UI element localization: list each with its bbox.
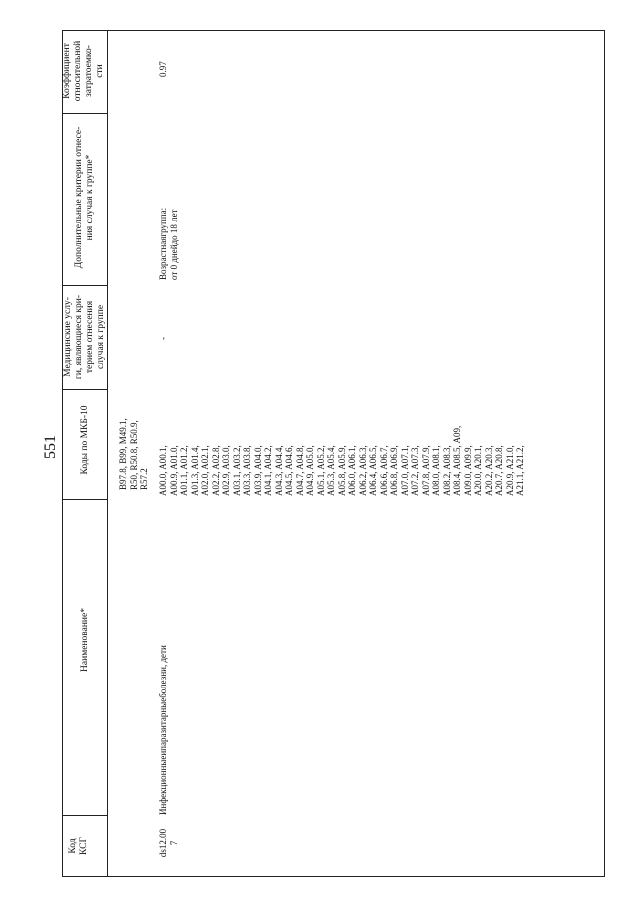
icd-code-line: A02.2, A02.8, [210,445,221,496]
table-bottom-border [62,876,605,877]
header-code: Код КСГ [68,837,89,855]
col-sep-criteria-services [62,285,107,286]
icd-code-line: A06.6, A06.7, [378,445,389,496]
icd-code-line: A04.7, A04.8, [294,445,305,496]
icd-code-line: A07.0, A07.1, [399,445,410,496]
icd-code-line: A06.2, A06.3, [357,445,368,496]
icd-code-line: A20.9, A21.0, [504,445,515,496]
icd-code-line: A08.4, A08.5, A09, [452,425,462,496]
icd-code-line: A02.0, A02.1, [200,445,210,496]
icd-code-line: A20.7, A20.8, [494,445,504,496]
page-number: 551 [42,435,59,459]
icd-code-line: A06.8, A06.9, [389,445,399,496]
icd-code-line: A03.1, A03.2, [231,445,242,496]
icd-code-line: A03.9, A04.0, [252,445,263,496]
icd-code-line: A01.3, A01.4, [189,445,200,496]
table-top-border [62,30,605,31]
icd-code-line: A09.0, A09.9, [462,445,473,496]
header-icd-codes: Коды по МКБ-10 [80,405,90,475]
table-left-border [62,30,63,876]
icd-code-line: A08.2, A08.3, [441,445,452,496]
icd-code-line: A07.2, A07.3, [410,445,420,496]
icd-code-line: A06.0, A06.1, [347,445,357,496]
row-name: Инфекционныеипаразитарныеболезни, дети [158,645,168,815]
icd-code-line: A05.3, A05.4, [326,445,336,496]
icd-code-line: A20.0, A20.1, [473,445,483,496]
row-icd-codes [158,426,526,496]
icd-code-line: A02.9, A03.0, [221,445,231,496]
icd-code-line: A04.3, A04.4, [273,445,284,496]
prev-row-codes: B97.8, B99, M49.1, R50, R50.8, R50.9, R57.2 [118,418,149,490]
header-services: Медицинские услу- ги, являющиеся кри- терием отнесения случая к группе [63,294,106,380]
header-coefficient: Коэффициент относительной затратоемко- сти [62,40,105,102]
icd-code-line: A08.0, A08.1, [431,445,441,496]
icd-code-line: A03.3, A03.8, [242,445,252,496]
icd-code-line: A04.5, A04.6, [284,445,294,496]
icd-code-line: A05.8, A05.9, [336,445,347,496]
icd-code-line: A00.9, A01.0, [168,445,179,496]
icd-code-line: A01.1, A01.2, [179,445,189,496]
row-code: ds12.00 7 [158,828,179,858]
col-sep-coef-criteria [62,113,107,114]
header-name: Наименование* [80,608,90,672]
row-criteria: Возрастнаягруппа: от 0 днейдо 18 лет [158,207,179,280]
icd-code-line: A07.8, A07.9, [420,445,431,496]
icd-code-line: A04.9, A05.0, [305,445,315,496]
icd-code-line: A21.1, A21.2, [515,445,525,496]
header-criteria: Дополнительные критерии отнесе- ния случая к группе* [74,126,95,269]
header-body-divider [107,30,108,876]
table-right-border [604,30,605,876]
col-sep-name-code [62,815,107,816]
icd-code-line: A04.1, A04.2, [263,445,273,496]
icd-code-line: A20.2, A20.3, [483,445,494,496]
row-coefficient: 0.97 [158,61,168,77]
col-sep-codes-name [62,499,107,500]
icd-code-line: A05.1, A05.2, [315,445,326,496]
icd-code-line: A06.4, A06.5, [368,445,378,496]
row-services: - [158,337,168,340]
icd-code-line: A00.0, A00.1, [158,445,168,496]
